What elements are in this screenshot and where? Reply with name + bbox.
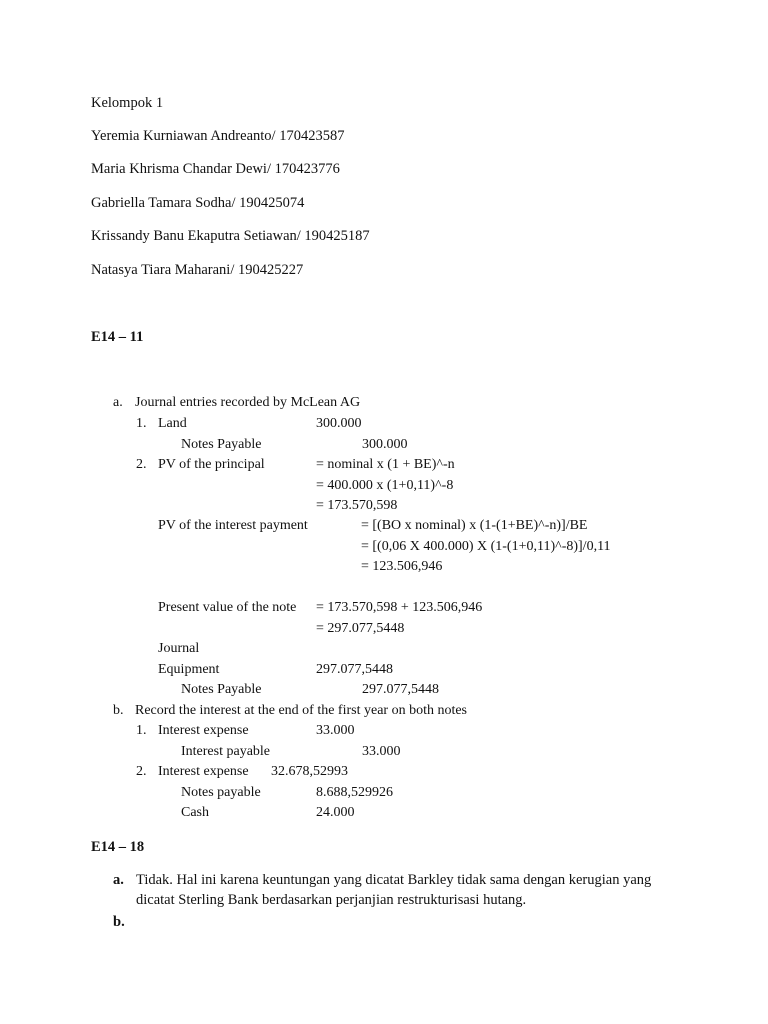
pv-principal-substitution: = 400.000 x (1+0,11)^-8 [316, 478, 454, 493]
member-1: Yeremia Kurniawan Andreanto/ 170423587 [91, 128, 345, 144]
member-3: Gabriella Tamara Sodha/ 190425074 [91, 195, 305, 211]
notes-payable-credit-2: 297.077,5448 [362, 682, 439, 697]
account-interest-expense-2: Interest expense [158, 764, 249, 779]
equipment-debit: 297.077,5448 [316, 662, 393, 677]
pv-note-result: = 297.077,5448 [316, 621, 405, 636]
account-cash: Cash [181, 805, 209, 820]
pv-note-label: Present value of the note [158, 600, 297, 615]
part-b-heading: Record the interest at the end of the first year on both notes [135, 703, 468, 718]
account-equipment: Equipment [158, 662, 220, 677]
notes-payable-amount-3: 8.688,529926 [316, 785, 393, 800]
account-interest-expense: Interest expense [158, 723, 249, 738]
list-marker-b-e1418: b. [113, 914, 125, 930]
notes-payable-credit: 300.000 [362, 437, 408, 452]
pv-interest-formula: = [(BO x nominal) x (1-(1+BE)^-n)]/BE [361, 518, 588, 533]
land-debit: 300.000 [316, 416, 362, 431]
answer-a-line-1: Tidak. Hal ini karena keuntungan yang dicatat Barkley tidak sama dengan kerugian yang [136, 872, 652, 888]
pv-interest-substitution: = [(0,06 X 400.000) X (1-(1+0,11)^-8)]/0,11 [361, 539, 611, 554]
pv-principal-formula: = nominal x (1 + BE)^-n [316, 457, 455, 472]
section-title-e14-11: E14 – 11 [91, 329, 144, 345]
list-marker-b: b. [113, 703, 124, 718]
member-5: Natasya Tiara Maharani/ 190425227 [91, 262, 304, 278]
interest-expense-debit: 33.000 [316, 723, 355, 738]
member-2: Maria Khrisma Chandar Dewi/ 170423776 [91, 161, 340, 177]
part-a-heading: Journal entries recorded by McLean AG [135, 395, 361, 410]
account-land: Land [158, 416, 187, 431]
list-num-2: 2. [136, 457, 147, 472]
list-num-1: 1. [136, 416, 147, 431]
list-marker-a: a. [113, 395, 123, 410]
list-num-b2: 2. [136, 764, 147, 779]
account-interest-payable: Interest payable [181, 744, 271, 759]
section-title-e14-18: E14 – 18 [91, 839, 145, 855]
pv-interest-result: = 123.506,946 [361, 559, 443, 574]
pv-principal-result: = 173.570,598 [316, 498, 398, 513]
cash-amount: 24.000 [316, 805, 355, 820]
member-4: Krissandy Banu Ekaputra Setiawan/ 190425187 [91, 228, 370, 244]
pv-note-formula: = 173.570,598 + 123.506,946 [316, 600, 483, 615]
account-notes-payable-3: Notes payable [181, 785, 261, 800]
journal-label: Journal [158, 641, 200, 656]
group-name: Kelompok 1 [91, 95, 164, 111]
account-notes-payable-2: Notes Payable [181, 682, 262, 697]
pv-principal-label: PV of the principal [158, 457, 265, 472]
interest-payable-credit: 33.000 [362, 744, 401, 759]
account-notes-payable: Notes Payable [181, 437, 262, 452]
interest-expense-debit-2: 32.678,52993 [271, 764, 348, 779]
answer-a-line-2: dicatat Sterling Bank berdasarkan perjanjian restrukturisasi hutang. [136, 892, 527, 908]
list-marker-a-e1418: a. [113, 872, 124, 888]
list-num-b1: 1. [136, 723, 147, 738]
pv-interest-label: PV of the interest payment [158, 518, 308, 533]
